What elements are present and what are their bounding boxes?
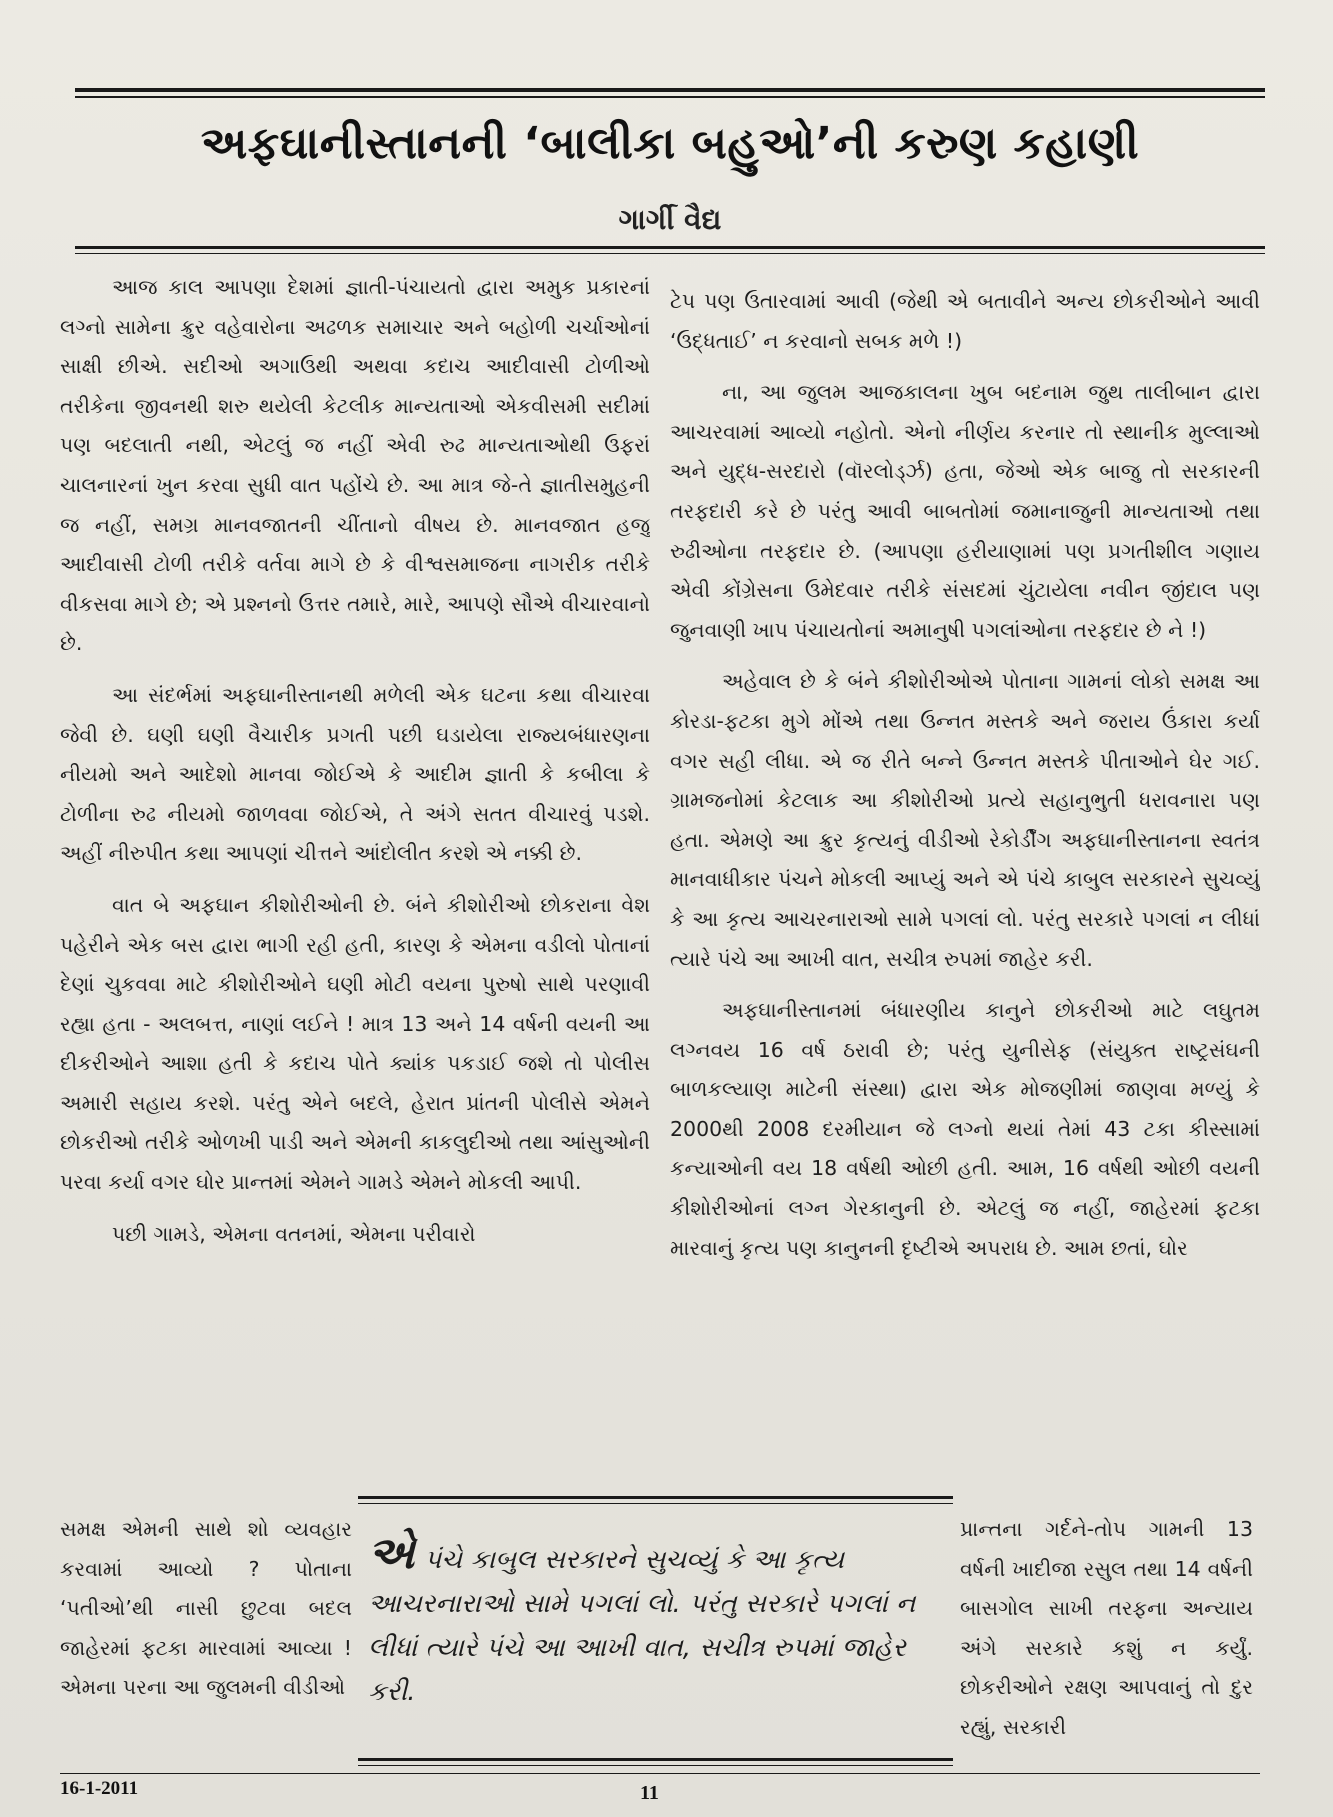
pull-quote — [368, 1528, 950, 1714]
pull-quote-text: પંચે કાબુલ સરકારને સુચવ્યું કે આ કૃત્ય આચરનારાઓ સામે પગલાં લો. પરંતુ સરકારે પગલાં ન લીધાં ત્યારે પંચે આ આખી વાત, સચીત્ર રુપમાં જાહેર કરી. — [368, 1545, 916, 1707]
left-column-continuation — [60, 1510, 352, 1758]
paragraph: ના, આ જુલમ આજકાલના ખુબ બદનામ જુથ તાલીબાન દ્વારા આચરવામાં આવ્યો નહોતો. એનો નીર્ણય કરનાર તો સ્થાનીક મુલ્લાઓ અને યુદ્ધ-સરદારો (વૉરલોર્ડ્ઝ) હતા, જેઓ એક બાજુ તો સરકારની તરફદારી કરે છે પરંતુ આવી બાબતોમાં જમાનાજુની માન્યતાઓ તથા રુઢીઓના તરફદાર છે. (આપણા હરીયાણામાં પણ પ્રગતીશીલ ગણાય એવી કોંગ્રેસના ઉમેદવાર તરીકે સંસદમાં ચુંટાયેલા નવીન જીંદાલ પણ જુનવાણી ખાપ પંચાયતોનાં અમાનુષી પગલાંઓના તરફદાર છે ને !) — [670, 380, 1260, 642]
paragraph: અહેવાલ છે કે બંને કીશોરીઓએ પોતાના ગામનાં લોકો સમક્ષ આ કોરડા-ફટકા મુગે મોંએ તથા ઉન્નત મસ્તકે અને જરાય ઉંકારા કર્યા વગર સહી લીધા. એ જ રીતે બન્ને ઉન્નત મસ્તકે પીતાઓને ઘેર ગઈ. ગ્રામજનોમાં કેટલાક આ કીશોરીઓ પ્રત્યે સહાનુભુતી ધરાવનારા પણ હતા. એમણે આ ક્રુર કૃત્યનું વીડીઓ રેકોર્ડીંગ અફઘાનીસ્તાનના સ્વતંત્ર માનવાધીકાર પંચને મોકલી આપ્યું અને એ પંચે કાબુલ સરકારને સુચવ્યું કે આ કૃત્ય આચરનારાઓ સામે પગલાં લો. પરંતુ સરકારે પગલાં ન લીધાં ત્યારે પંચે આ આખી વાત, સચીત્ર રુપમાં જાહેર કરી. — [670, 669, 1260, 971]
paragraph: વાત બે અફઘાન કીશોરીઓની છે. બંને કીશોરીઓ છોકરાના વેશ પહેરીને એક બસ દ્વારા ભાગી રહી હતી, કારણ કે એમના વડીલો પોતાનાં દેણાં ચુકવવા માટે કીશોરીઓને ઘણી મોટી વયના પુરુષો સાથે પરણાવી રહ્યા હતા - અલબત્ત, નાણાં લઈને ! માત્ર 13 અને 14 વર્ષની વયની આ દીકરીઓને આશા હતી કે કદાચ પોતે ક્યાંક પકડાઈ જશે તો પોલીસ અમારી સહાય કરશે. પરંતુ એને બદલે, હેરાત પ્રાંતની પોલીસે એમને છોકરીઓ તરીકે ઓળખી પાડી અને એમની કાકલુદીઓ તથા આંસુઓની પરવા કર્યા વગર ઘોર પ્રાન્તમાં એમને ગામડે એમને મોકલી આપી. — [60, 892, 650, 1195]
article-title: અફઘાનીસ્તાનની ‘બાલીકા બહુઓ’ની કરુણ કહાણી — [200, 118, 1140, 169]
page-number: 11 — [640, 1782, 659, 1804]
paragraph: પ્રાન્તના ગર્દને-તોપ ગામની 13 વર્ષની ખાદીજા રસુલ તથા 14 વર્ષની બાસગોલ સાખી તરફના અન્યાય અંગે સરકારે કશું ન કર્યું. છોકરીઓને રક્ષણ આપવાનું તો દુર રહ્યું, સરકારી — [960, 1517, 1253, 1739]
pullquote-rule-top — [358, 1496, 953, 1499]
header-rule-thick — [75, 88, 1265, 92]
footer-rule — [60, 1773, 1260, 1774]
byline-rule-thin — [75, 253, 1265, 254]
paragraph: આજ કાલ આપણા દેશમાં જ્ઞાતી-પંચાયતો દ્વારા અમુક પ્રકારનાં લગ્નો સામેના ક્રુર વહેવારોના અઢળક સમાચાર અને બહોળી ચર્ચાઓનાં સાક્ષી છીએ. સદીઓ અગાઉથી અથવા કદાચ આદીવાસી ટોળીઓ તરીકેના જીવનથી શરુ થયેલી કેટલીક માન્યતાઓ એકવીસમી સદીમાં પણ બદલાતી નથી, એટલું જ નહીં એવી રુઢ માન્યતાઓથી ઉફરાં ચાલનારનાં ખુન કરવા સુધી વાત પહોંચે છે. આ માત્ર જે-તે જ્ઞાતીસમુહની જ નહીં, સમગ્ર માનવજાતની ચીંતાનો વીષય છે. માનવજાત હજુ આદીવાસી ટોળી તરીકે વર્તવા માગે છે કે વીશ્વસમાજના નાગરીક તરીકે વીકસવા માગે છે; એ પ્રશ્નનો ઉત્તર તમારે, મારે, આપણે સૌએ વીચારવાનો છે. — [60, 275, 650, 656]
pull-quote-dropcap: એ — [368, 1528, 415, 1579]
pullquote-rule-bottom-thin — [358, 1765, 953, 1766]
paragraph: પછી ગામડે, એમના વતનમાં, એમના પરીવારો — [112, 1221, 476, 1246]
paragraph: ટેપ પણ ઉતારવામાં આવી (જેથી એ બતાવીને અન્ય છોકરીઓને આવી ‘ઉદ્ધતાઈ’ ન કરવાનો સબક મળે !) — [670, 289, 1260, 353]
paragraph: અફઘાનીસ્તાનમાં બંધારણીય કાનુને છોકરીઓ માટે લઘુતમ લગ્નવય 16 વર્ષ ઠરાવી છે; પરંતુ યુનીસેફ (સંયુક્ત રાષ્ટ્રસંઘની બાળકલ્યાણ માટેની સંસ્થા) દ્વારા એક મોજણીમાં જાણવા મળ્યું કે 2000થી 2008 દરમીયાન જે લગ્નો થયાં તેમાં 43 ટકા કીસ્સામાં કન્યાઓની વય 18 વર્ષથી ઓછી હતી. આમ, 16 વર્ષથી ઓછી વયની કીશોરીઓનાં લગ્ન ગેરકાનુની છે. એટલું જ નહીં, જાહેરમાં ફટકા મારવાનું કૃત્ય પણ કાનુનની દૃષ્ટીએ અપરાધ છે. આમ છતાં, ઘોર — [670, 998, 1260, 1260]
right-column-continuation — [960, 1510, 1253, 1750]
pullquote-rule-top-thin — [358, 1503, 953, 1504]
pullquote-rule-bottom — [358, 1758, 953, 1761]
article-author: ગાર્ગી વૈદ્ય — [618, 203, 722, 236]
header-rule-thin — [75, 96, 1265, 98]
byline-rule-thick — [75, 246, 1265, 249]
issue-date: 16-1-2011 — [60, 1778, 139, 1799]
right-column — [670, 282, 1260, 1504]
paragraph: સમક્ષ એમની સાથે શો વ્યવહાર કરવામાં આવ્યો ? પોતાના ‘પતીઓ’થી નાસી છુટવા બદલ જાહેરમાં ફટકા મારવામાં આવ્યા ! એમના પરના આ જુલમની વીડીઓ — [60, 1517, 352, 1700]
left-column — [60, 268, 650, 1482]
paragraph: આ સંદર્ભમાં અફઘાનીસ્તાનથી મળેલી એક ઘટના કથા વીચારવા જેવી છે. ઘણી ઘણી વૈચારીક પ્રગતી પછી ઘડાયેલા રાજ્યબંધારણના નીયમો અને આદેશો માનવા જોઈએ કે આદીમ જ્ઞાતી કે કબીલા કે ટોળીના રુઢ નીયમો જાળવવા જોઈએ, તે અંગે સતત વીચારવું પડશે. અહીં નીરુપીત કથા આપણાં ચીત્તને આંદોલીત કરશે એ નક્કી છે. — [60, 682, 650, 866]
